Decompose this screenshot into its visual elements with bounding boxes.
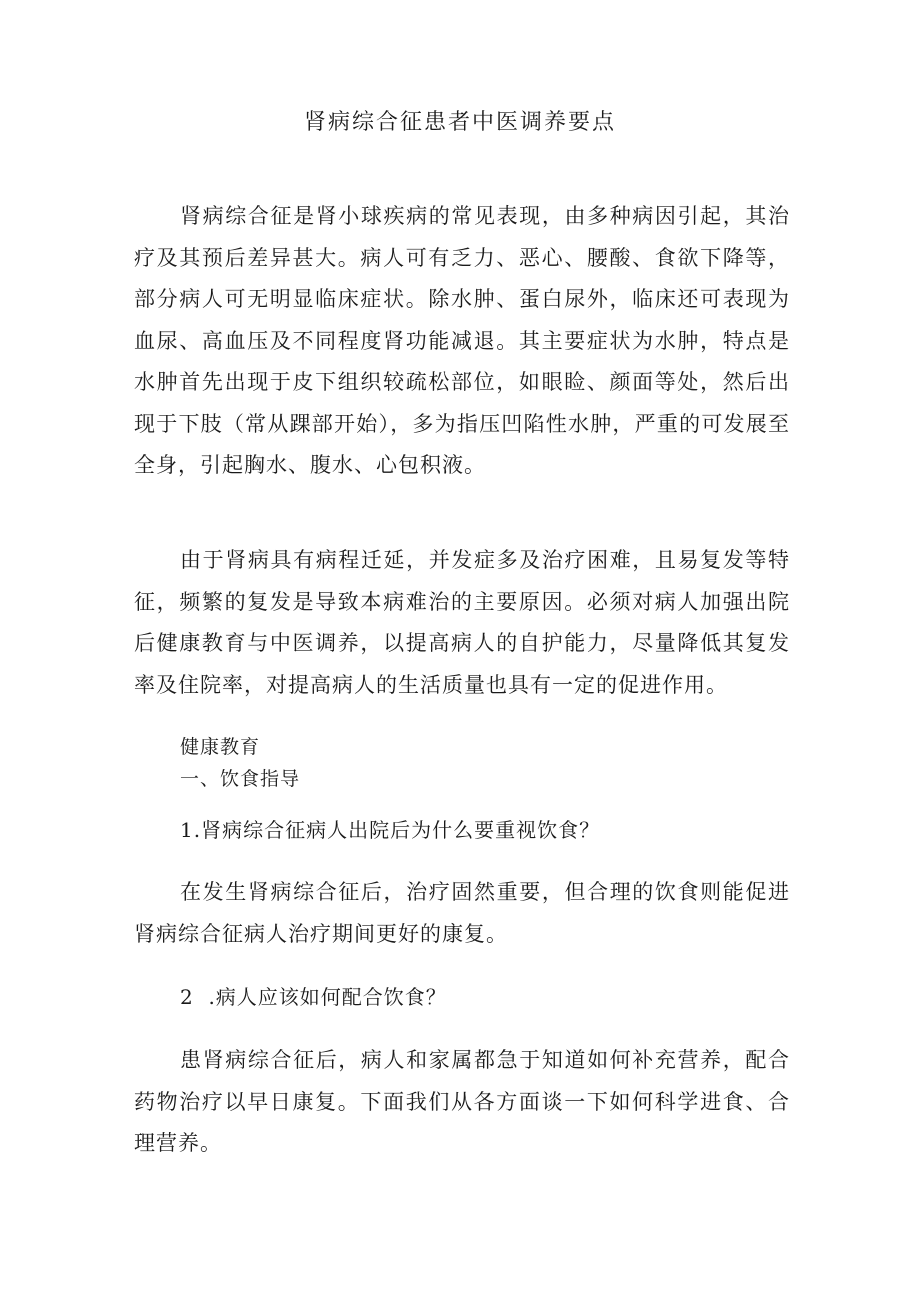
document-title: 肾病综合征患者中医调养要点 — [303, 110, 616, 135]
background-paragraph: 由于肾病具有病程迁延，并发症多及治疗困难，且易复发等特征，频繁的复发是导致本病难治的主要原因。必须对病人加强出院后健康教育与中医调养，以提高病人的自护能力，尽量降低其复发率及住院率，对提高病人的生活质量也具有一定的促进作用。 — [134, 548, 790, 697]
answer-1-paragraph: 在发生肾病综合征后，治疗固然重要，但合理的饮食则能促进肾病综合征病人治疗期间更好的康复。 — [134, 880, 790, 946]
question-2: 2 .病人应该如何配合饮食？ — [180, 985, 447, 1009]
subsection-heading: 一、饮食指导 — [180, 768, 301, 790]
intro-paragraph: 肾病综合征是肾小球疾病的常见表现，由多种病因引起，其治疗及其预后差异甚大。病人可有乏力、恶心、腰酸、食欲下降等，部分病人可无明显临床症状。除水肿、蛋白尿外，临床还可表现为血尿、高血压及不同程度肾功能减退。其主要症状为水肿，特点是水肿首先出现于皮下组织较疏松部位，如眼睑、颜面等处，然后出现于下肢（常从踝部开始），多为指压凹陷性水肿，严重的可发展至全身，引起胸水、腹水、心包积液。 — [134, 204, 790, 477]
section-heading: 健康教育 — [180, 736, 261, 758]
answer-2-paragraph: 患肾病综合征后，病人和家属都急于知道如何补充营养，配合药物治疗以早日康复。下面我们从各方面谈一下如何科学进食、合理营养。 — [134, 1048, 790, 1155]
question-1: 1.肾病综合征病人出院后为什么要重视饮食？ — [180, 818, 601, 842]
